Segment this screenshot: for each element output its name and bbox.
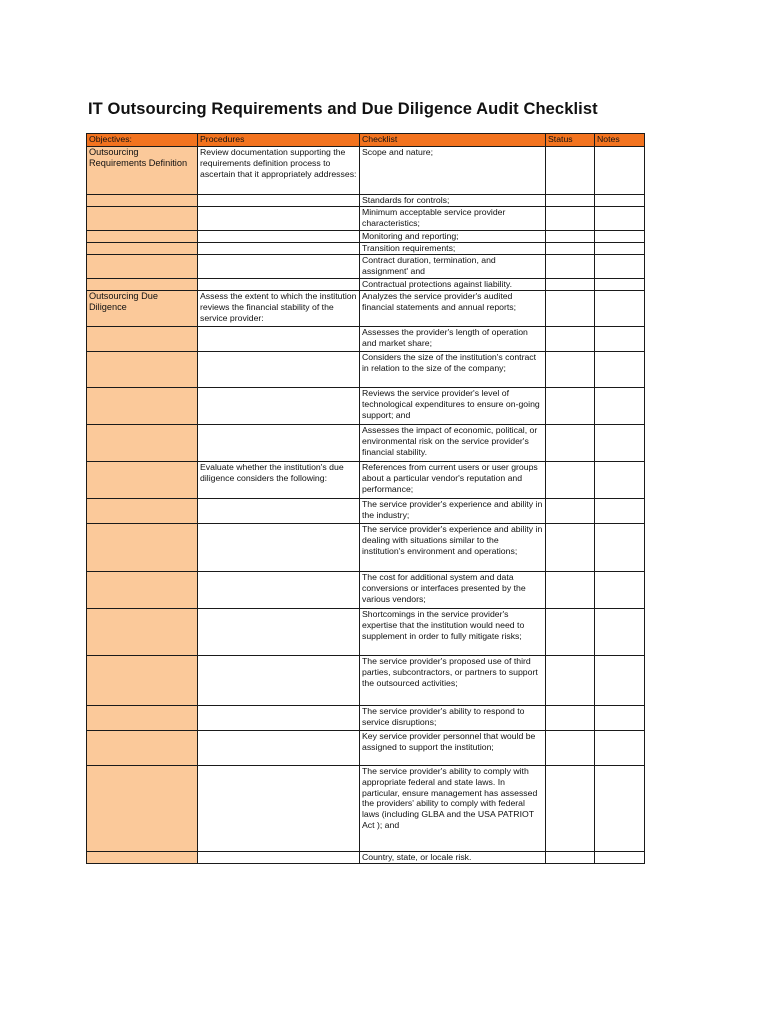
page-title: IT Outsourcing Requirements and Due Diligence Audit Checklist — [88, 100, 598, 118]
procedure-cell — [198, 388, 360, 425]
checklist-cell: Transition requirements; — [360, 243, 546, 255]
status-cell[interactable] — [546, 279, 595, 291]
table-row — [87, 572, 645, 609]
status-cell[interactable] — [546, 524, 595, 572]
procedure-cell — [198, 609, 360, 656]
objective-cell — [87, 425, 198, 462]
status-cell[interactable] — [546, 231, 595, 243]
table-row — [87, 852, 645, 864]
table-row — [87, 766, 645, 852]
objective-cell — [87, 388, 198, 425]
table-row — [87, 388, 645, 425]
procedure-cell — [198, 852, 360, 864]
checklist-cell: Monitoring and reporting; — [360, 231, 546, 243]
objective-cell — [87, 207, 198, 231]
objective-cell: Outsourcing Due Diligence — [87, 291, 198, 327]
checklist-cell: The service provider's ability to respond to service disruptions; — [360, 706, 546, 731]
status-cell[interactable] — [546, 462, 595, 499]
notes-cell[interactable] — [595, 462, 645, 499]
notes-cell[interactable] — [595, 524, 645, 572]
table-row — [87, 231, 645, 243]
checklist-cell: The cost for additional system and data conversions or interfaces presented by the various vendors; — [360, 572, 546, 609]
checklist-cell: Minimum acceptable service provider characteristics; — [360, 207, 546, 231]
status-cell[interactable] — [546, 706, 595, 731]
table-row — [87, 352, 645, 388]
status-cell[interactable] — [546, 766, 595, 852]
status-cell[interactable] — [546, 572, 595, 609]
notes-cell[interactable] — [595, 766, 645, 852]
status-cell[interactable] — [546, 388, 595, 425]
notes-cell[interactable] — [595, 147, 645, 195]
procedure-cell — [198, 731, 360, 766]
procedure-cell: Evaluate whether the institution's due diligence considers the following: — [198, 462, 360, 499]
status-cell[interactable] — [546, 656, 595, 706]
status-cell[interactable] — [546, 852, 595, 864]
notes-cell[interactable] — [595, 609, 645, 656]
checklist-cell: Scope and nature; — [360, 147, 546, 195]
procedure-cell — [198, 425, 360, 462]
checklist-cell: Shortcomings in the service provider's expertise that the institution would need to supplement in order to fully mitigate risks; — [360, 609, 546, 656]
notes-cell[interactable] — [595, 352, 645, 388]
procedure-cell: Review documentation supporting the requirements definition process to ascertain that it appropriately addresses: — [198, 147, 360, 195]
checklist-cell: Analyzes the service provider's audited financial statements and annual reports; — [360, 291, 546, 327]
procedure-cell — [198, 255, 360, 279]
header-notes: Notes — [595, 134, 645, 147]
objective-cell — [87, 852, 198, 864]
status-cell[interactable] — [546, 327, 595, 352]
checklist-cell: The service provider's experience and ability in dealing with situations similar to the institution's environment and operations; — [360, 524, 546, 572]
audit-checklist-table — [86, 133, 645, 864]
header-procedures: Procedures — [198, 134, 360, 147]
notes-cell[interactable] — [595, 291, 645, 327]
notes-cell[interactable] — [595, 572, 645, 609]
checklist-cell: Contractual protections against liability. — [360, 279, 546, 291]
header-checklist: Checklist — [360, 134, 546, 147]
table-row — [87, 255, 645, 279]
status-cell[interactable] — [546, 243, 595, 255]
objective-cell — [87, 231, 198, 243]
table-row — [87, 462, 645, 499]
status-cell[interactable] — [546, 352, 595, 388]
table-row — [87, 279, 645, 291]
objective-cell — [87, 656, 198, 706]
table-row — [87, 327, 645, 352]
table-row — [87, 656, 645, 706]
checklist-cell: Key service provider personnel that would be assigned to support the institution; — [360, 731, 546, 766]
table-row — [87, 425, 645, 462]
notes-cell[interactable] — [595, 425, 645, 462]
objective-cell — [87, 731, 198, 766]
status-cell[interactable] — [546, 207, 595, 231]
notes-cell[interactable] — [595, 852, 645, 864]
procedure-cell — [198, 656, 360, 706]
status-cell[interactable] — [546, 291, 595, 327]
procedure-cell — [198, 195, 360, 207]
objective-cell — [87, 572, 198, 609]
procedure-cell — [198, 524, 360, 572]
table-row — [87, 243, 645, 255]
notes-cell[interactable] — [595, 706, 645, 731]
status-cell[interactable] — [546, 425, 595, 462]
notes-cell[interactable] — [595, 207, 645, 231]
table-row — [87, 499, 645, 524]
checklist-cell: Assesses the impact of economic, political, or environmental risk on the service provider's financial stability. — [360, 425, 546, 462]
table-row — [87, 706, 645, 731]
notes-cell[interactable] — [595, 231, 645, 243]
objective-cell — [87, 499, 198, 524]
checklist-cell: Contract duration, termination, and assignment' and — [360, 255, 546, 279]
notes-cell[interactable] — [595, 195, 645, 207]
checklist-cell: Assesses the provider's length of operation and market share; — [360, 327, 546, 352]
notes-cell[interactable] — [595, 255, 645, 279]
checklist-cell: Reviews the service provider's level of technological expenditures to ensure on-going support; and — [360, 388, 546, 425]
status-cell[interactable] — [546, 255, 595, 279]
objective-cell — [87, 327, 198, 352]
table-row — [87, 207, 645, 231]
status-cell[interactable] — [546, 195, 595, 207]
procedure-cell — [198, 766, 360, 852]
checklist-cell: Standards for controls; — [360, 195, 546, 207]
notes-cell[interactable] — [595, 327, 645, 352]
status-cell[interactable] — [546, 147, 595, 195]
procedure-cell — [198, 706, 360, 731]
objective-cell — [87, 524, 198, 572]
objective-cell — [87, 766, 198, 852]
notes-cell[interactable] — [595, 243, 645, 255]
objective-cell — [87, 279, 198, 291]
status-cell[interactable] — [546, 609, 595, 656]
checklist-cell: The service provider's proposed use of third parties, subcontractors, or partners to support the outsourced activities; — [360, 656, 546, 706]
header-objectives: Objectives: — [87, 134, 198, 147]
header-row — [87, 134, 645, 147]
objective-cell — [87, 195, 198, 207]
header-status: Status — [546, 134, 595, 147]
table-row — [87, 195, 645, 207]
objective-cell — [87, 255, 198, 279]
procedure-cell — [198, 279, 360, 291]
checklist-cell: Considers the size of the institution's contract in relation to the size of the company; — [360, 352, 546, 388]
objective-cell — [87, 352, 198, 388]
objective-cell: Outsourcing Requirements Definition — [87, 147, 198, 195]
procedure-cell — [198, 572, 360, 609]
checklist-cell: References from current users or user groups about a particular vendor's reputation and performance; — [360, 462, 546, 499]
notes-cell[interactable] — [595, 731, 645, 766]
procedure-cell — [198, 243, 360, 255]
checklist-body — [87, 147, 645, 864]
status-cell[interactable] — [546, 499, 595, 524]
checklist-cell: Country, state, or locale risk. — [360, 852, 546, 864]
objective-cell — [87, 609, 198, 656]
status-cell[interactable] — [546, 731, 595, 766]
table-row — [87, 731, 645, 766]
procedure-cell: Assess the extent to which the institution reviews the financial stability of the service provider: — [198, 291, 360, 327]
table-row — [87, 524, 645, 572]
notes-cell[interactable] — [595, 656, 645, 706]
notes-cell[interactable] — [595, 499, 645, 524]
procedure-cell — [198, 352, 360, 388]
procedure-cell — [198, 231, 360, 243]
procedure-cell — [198, 207, 360, 231]
notes-cell[interactable] — [595, 388, 645, 425]
objective-cell — [87, 462, 198, 499]
checklist-cell: The service provider's ability to comply with appropriate federal and state laws. In particular, ensure management has assessed the providers' ability to comply with federal laws (including GLBA and the USA PATRIOT Act ); and — [360, 766, 546, 852]
table-row — [87, 291, 645, 327]
table-row — [87, 609, 645, 656]
objective-cell — [87, 706, 198, 731]
procedure-cell — [198, 499, 360, 524]
table-row — [87, 147, 645, 195]
checklist-cell: The service provider's experience and ability in the industry; — [360, 499, 546, 524]
notes-cell[interactable] — [595, 279, 645, 291]
procedure-cell — [198, 327, 360, 352]
objective-cell — [87, 243, 198, 255]
